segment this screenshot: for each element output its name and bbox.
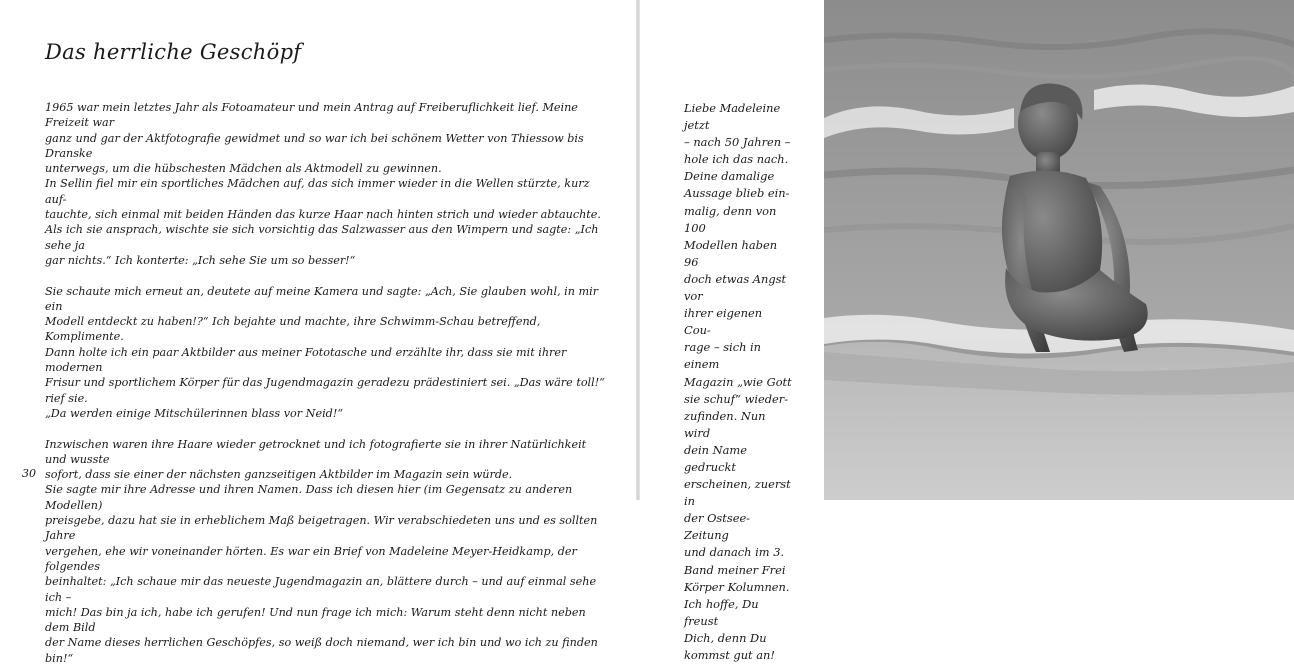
note-line: Deine damalige bbox=[684, 169, 775, 184]
text-line: Sie schaute mich erneut an, deutete auf meine Kamera und sagte: „Ach, Sie glauben wohl, in mir ein bbox=[45, 284, 599, 313]
text-line: Frisur und sportlichem Körper für das Jugendmagazin geradezu prädestiniert sei. „Das wäre toll!“ rief sie. bbox=[45, 376, 605, 405]
note-line: malig, denn von 100 bbox=[684, 203, 777, 235]
text-line: vergehen, ehe wir voneinander hörten. Es war ein Brief von Madeleine Meyer-Heidkamp, der folgendes bbox=[45, 544, 577, 573]
note-line: hole ich das nach. bbox=[684, 152, 789, 167]
note-line: der Ostsee-Zeitung bbox=[684, 511, 751, 543]
text-line: gar nichts.“ Ich konterte: „Ich sehe Sie um so besser!“ bbox=[45, 253, 356, 267]
text-line: Inzwischen waren ihre Haare wieder getrocknet und ich fotografierte sie in ihrer Natürlichkeit und wusste bbox=[45, 437, 587, 466]
note-line: erscheinen, zuerst in bbox=[684, 477, 791, 509]
note-line: Ich hoffe, Du freust bbox=[684, 596, 759, 628]
beach-photo bbox=[824, 0, 1294, 500]
text-line: Dann holte ich ein paar Aktbilder aus meiner Fototasche und erzählte ihr, dass sie mit ihrer modernen bbox=[45, 345, 567, 375]
note-line: doch etwas Angst vor bbox=[684, 271, 787, 304]
note-line: dein Name gedruckt bbox=[684, 442, 747, 474]
note-line: zufinden. Nun wird bbox=[684, 408, 766, 440]
beach-photo-icon bbox=[824, 0, 1294, 500]
note-line: Band meiner Frei bbox=[684, 562, 786, 577]
note-line: Liebe Madeleine jetzt bbox=[684, 101, 781, 133]
text-line: unterwegs, um die hübschesten Mädchen als Aktmodell zu gewinnen. bbox=[45, 162, 442, 176]
text-line: der Name dieses herrlichen Geschöpfes, so weiß doch niemand, wer ich bin und wo ich zu finden bin!“ bbox=[45, 636, 598, 665]
note-line: Modellen haben 96 bbox=[684, 237, 778, 269]
text-line: mich! Das bin ja ich, habe ich gerufen! Und nun frage ich mich: Warum steht denn nicht neben dem Bild bbox=[45, 605, 586, 635]
note-line: kommst gut an! bbox=[684, 648, 775, 662]
note-line: und danach im 3. bbox=[684, 545, 785, 560]
body-text bbox=[45, 100, 605, 666]
sidebar-note bbox=[684, 100, 792, 664]
note-line: sie schuf“ wieder- bbox=[684, 391, 789, 406]
text-line: In Sellin fiel mir ein sportliches Mädchen auf, das sich immer wieder in die Wellen stürzte, kurz auf- bbox=[45, 177, 590, 206]
note-line: ihrer eigenen Cou- bbox=[684, 306, 763, 338]
note-line: Dich, denn Du bbox=[684, 630, 767, 645]
text-line: „Da werden einige Mitschülerinnen blass vor Neid!“ bbox=[45, 406, 344, 420]
note-line: Aussage blieb ein- bbox=[684, 186, 790, 201]
note-line: Magazin „wie Gott bbox=[684, 374, 792, 389]
note-line: – nach 50 Jahren – bbox=[684, 135, 791, 150]
page-number: 30 bbox=[22, 467, 36, 480]
text-line: sofort, dass sie einer der nächsten ganzseitigen Aktbilder im Magazin sein würde. bbox=[45, 468, 513, 482]
text-line: Modell entdeckt zu haben!?“ Ich bejahte und machte, ihre Schwimm-Schau betreffend, Komplimente. bbox=[45, 315, 541, 344]
text-line: beinhaltet: „Ich schaue mir das neueste Jugendmagazin an, blättere durch – und auf einmal sehe ich – bbox=[45, 575, 597, 604]
text-line: preisgebe, dazu hat sie in erheblichem Maß beigetragen. Wir verabschiedeten uns und es sollten Jahre bbox=[45, 514, 598, 543]
text-line: Als ich sie ansprach, wischte sie sich vorsichtig das Salzwasser aus den Wimpern und sagte: „Ich sehe ja bbox=[45, 223, 599, 252]
left-page bbox=[0, 0, 638, 665]
note-line: rage – sich in einem bbox=[684, 340, 762, 372]
note-line: Körper Kolumnen. bbox=[684, 579, 790, 594]
text-line: 1965 war mein letztes Jahr als Fotoamateur und mein Antrag auf Freiberuflichkeit lief. Meine Freizeit war bbox=[45, 101, 578, 130]
page-title: Das herrliche Geschöpf bbox=[45, 40, 302, 64]
text-line: tauchte, sich einmal mit beiden Händen das kurze Haar nach hinten strich und wieder abtauchte. bbox=[45, 208, 601, 222]
text-line: ganz und gar der Aktfotografie gewidmet und so war ich bei schönem Wetter von Thiessow bis Dranske bbox=[45, 131, 584, 160]
text-line: Sie sagte mir ihre Adresse und ihren Namen. Dass ich diesen hier (im Gegensatz zu anderen Modellen) bbox=[45, 483, 573, 512]
